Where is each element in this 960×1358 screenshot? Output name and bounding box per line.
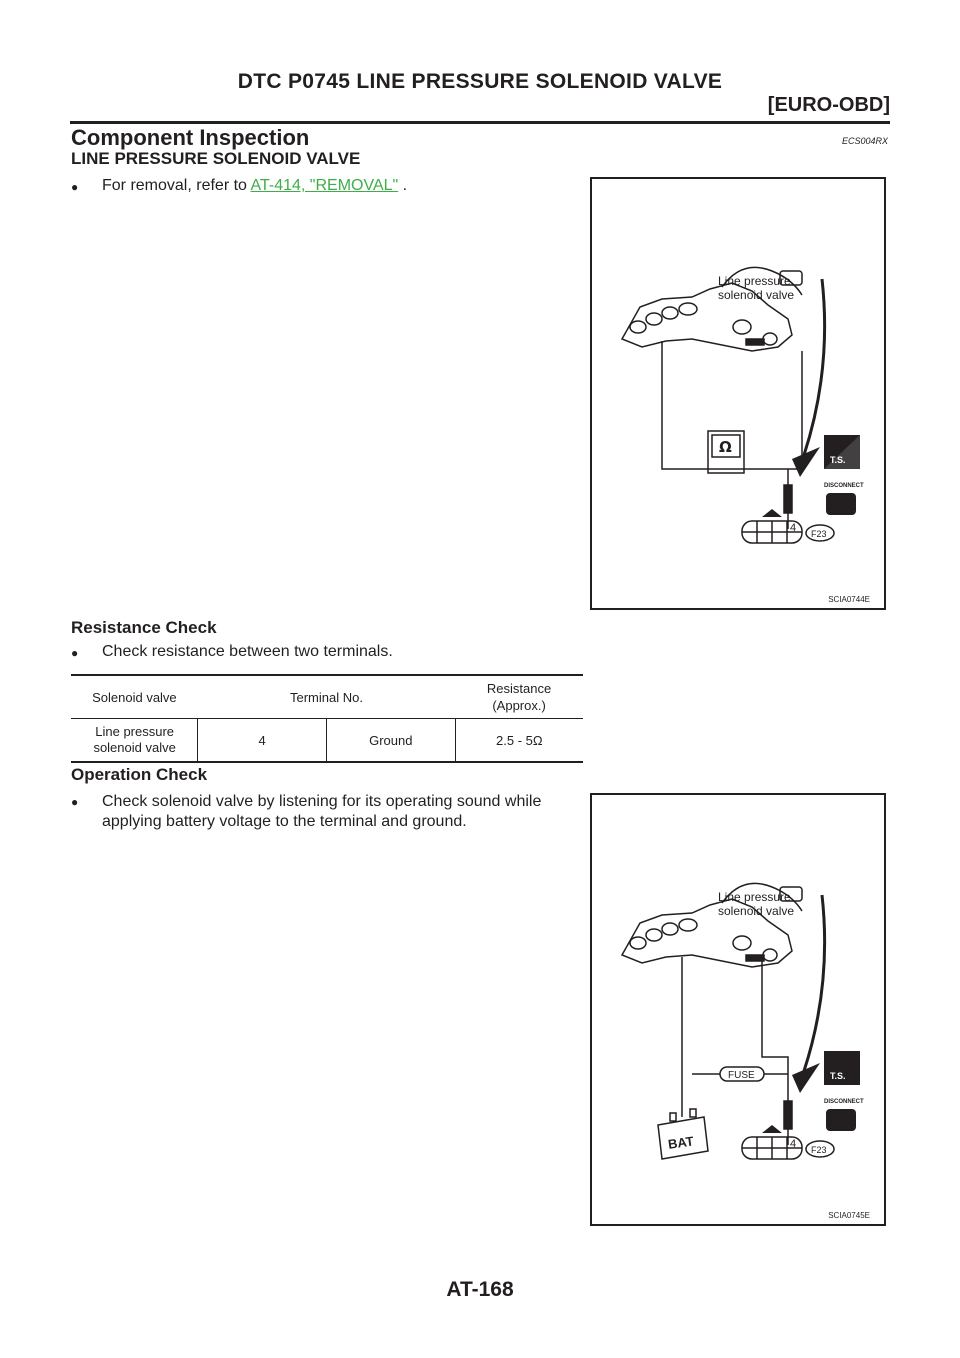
operation-check-illustration: [592, 795, 884, 1224]
resistance-check-illustration: [592, 179, 884, 608]
removal-suffix: .: [398, 177, 408, 194]
battery-label: BAT: [667, 1133, 695, 1152]
disconnect-label: DISCONNECT: [824, 483, 864, 489]
operation-bullet: [71, 792, 583, 832]
operation-check-title: Operation Check: [71, 765, 208, 784]
header-rule: [70, 121, 890, 124]
page-header-title: DTC P0745 LINE PRESSURE SOLENOID VALVE: [237, 70, 723, 93]
resistance-check-title: Resistance Check: [71, 618, 217, 637]
table-header-row: [71, 675, 583, 719]
resistance-bullet: [71, 643, 393, 663]
connector-label: F23: [811, 1145, 827, 1155]
removal-text: For removal, refer to: [102, 177, 251, 194]
valve-label-line2: solenoid valve: [718, 288, 795, 302]
table-header-cell: Resistance (Approx.): [455, 675, 583, 719]
ohm-symbol: Ω: [719, 438, 732, 456]
ts-label: T.S.: [830, 1071, 846, 1081]
page-number: AT-168: [446, 1278, 514, 1301]
table-cell: Ground: [326, 719, 455, 763]
valve-label-line2: solenoid valve: [718, 904, 795, 918]
table-row: [71, 719, 583, 763]
removal-link[interactable]: AT-414, "REMOVAL": [250, 177, 399, 194]
section-code: ECS004RX: [841, 136, 888, 146]
figure-operation-check: [590, 793, 886, 1226]
bullet-icon: ●: [71, 180, 79, 194]
table-cell: 2.5 - 5Ω: [455, 719, 583, 763]
table-header-cell: Terminal No.: [198, 675, 455, 719]
terminal-label: 4: [790, 1138, 797, 1150]
resistance-table: [71, 674, 583, 763]
subsection-title: LINE PRESSURE SOLENOID VALVE: [71, 149, 361, 168]
figure-resistance-check: [590, 177, 886, 610]
operation-bullet-line2: applying battery voltage to the terminal and ground.: [102, 813, 467, 830]
disconnect-icon: [826, 1109, 856, 1131]
table-cell: 4: [198, 719, 327, 763]
table-cell: Line pressure solenoid valve: [71, 719, 198, 763]
operation-bullet-line1: Check solenoid valve by listening for its operating sound while: [102, 793, 542, 810]
bullet-icon: ●: [71, 795, 79, 809]
bullet-icon: ●: [71, 646, 79, 660]
valve-label-line1: Line pressure: [718, 890, 791, 904]
figure-code: SCIA0745E: [828, 1211, 870, 1220]
terminal-label: 4: [790, 522, 797, 534]
fuse-label: FUSE: [728, 1070, 755, 1081]
section-title: Component Inspection: [71, 125, 310, 150]
disconnect-label: DISCONNECT: [824, 1099, 864, 1105]
ts-label: T.S.: [830, 455, 846, 465]
disconnect-icon: [826, 493, 856, 515]
resistance-bullet-text: Check resistance between two terminals.: [102, 643, 393, 660]
connector-label: F23: [811, 529, 827, 539]
section-tag: [EURO-OBD]: [767, 94, 890, 116]
figure-code: SCIA0744E: [828, 595, 870, 604]
table-header-cell: Solenoid valve: [71, 675, 198, 719]
valve-label-line1: Line pressure: [718, 274, 791, 288]
removal-bullet: [71, 177, 407, 197]
